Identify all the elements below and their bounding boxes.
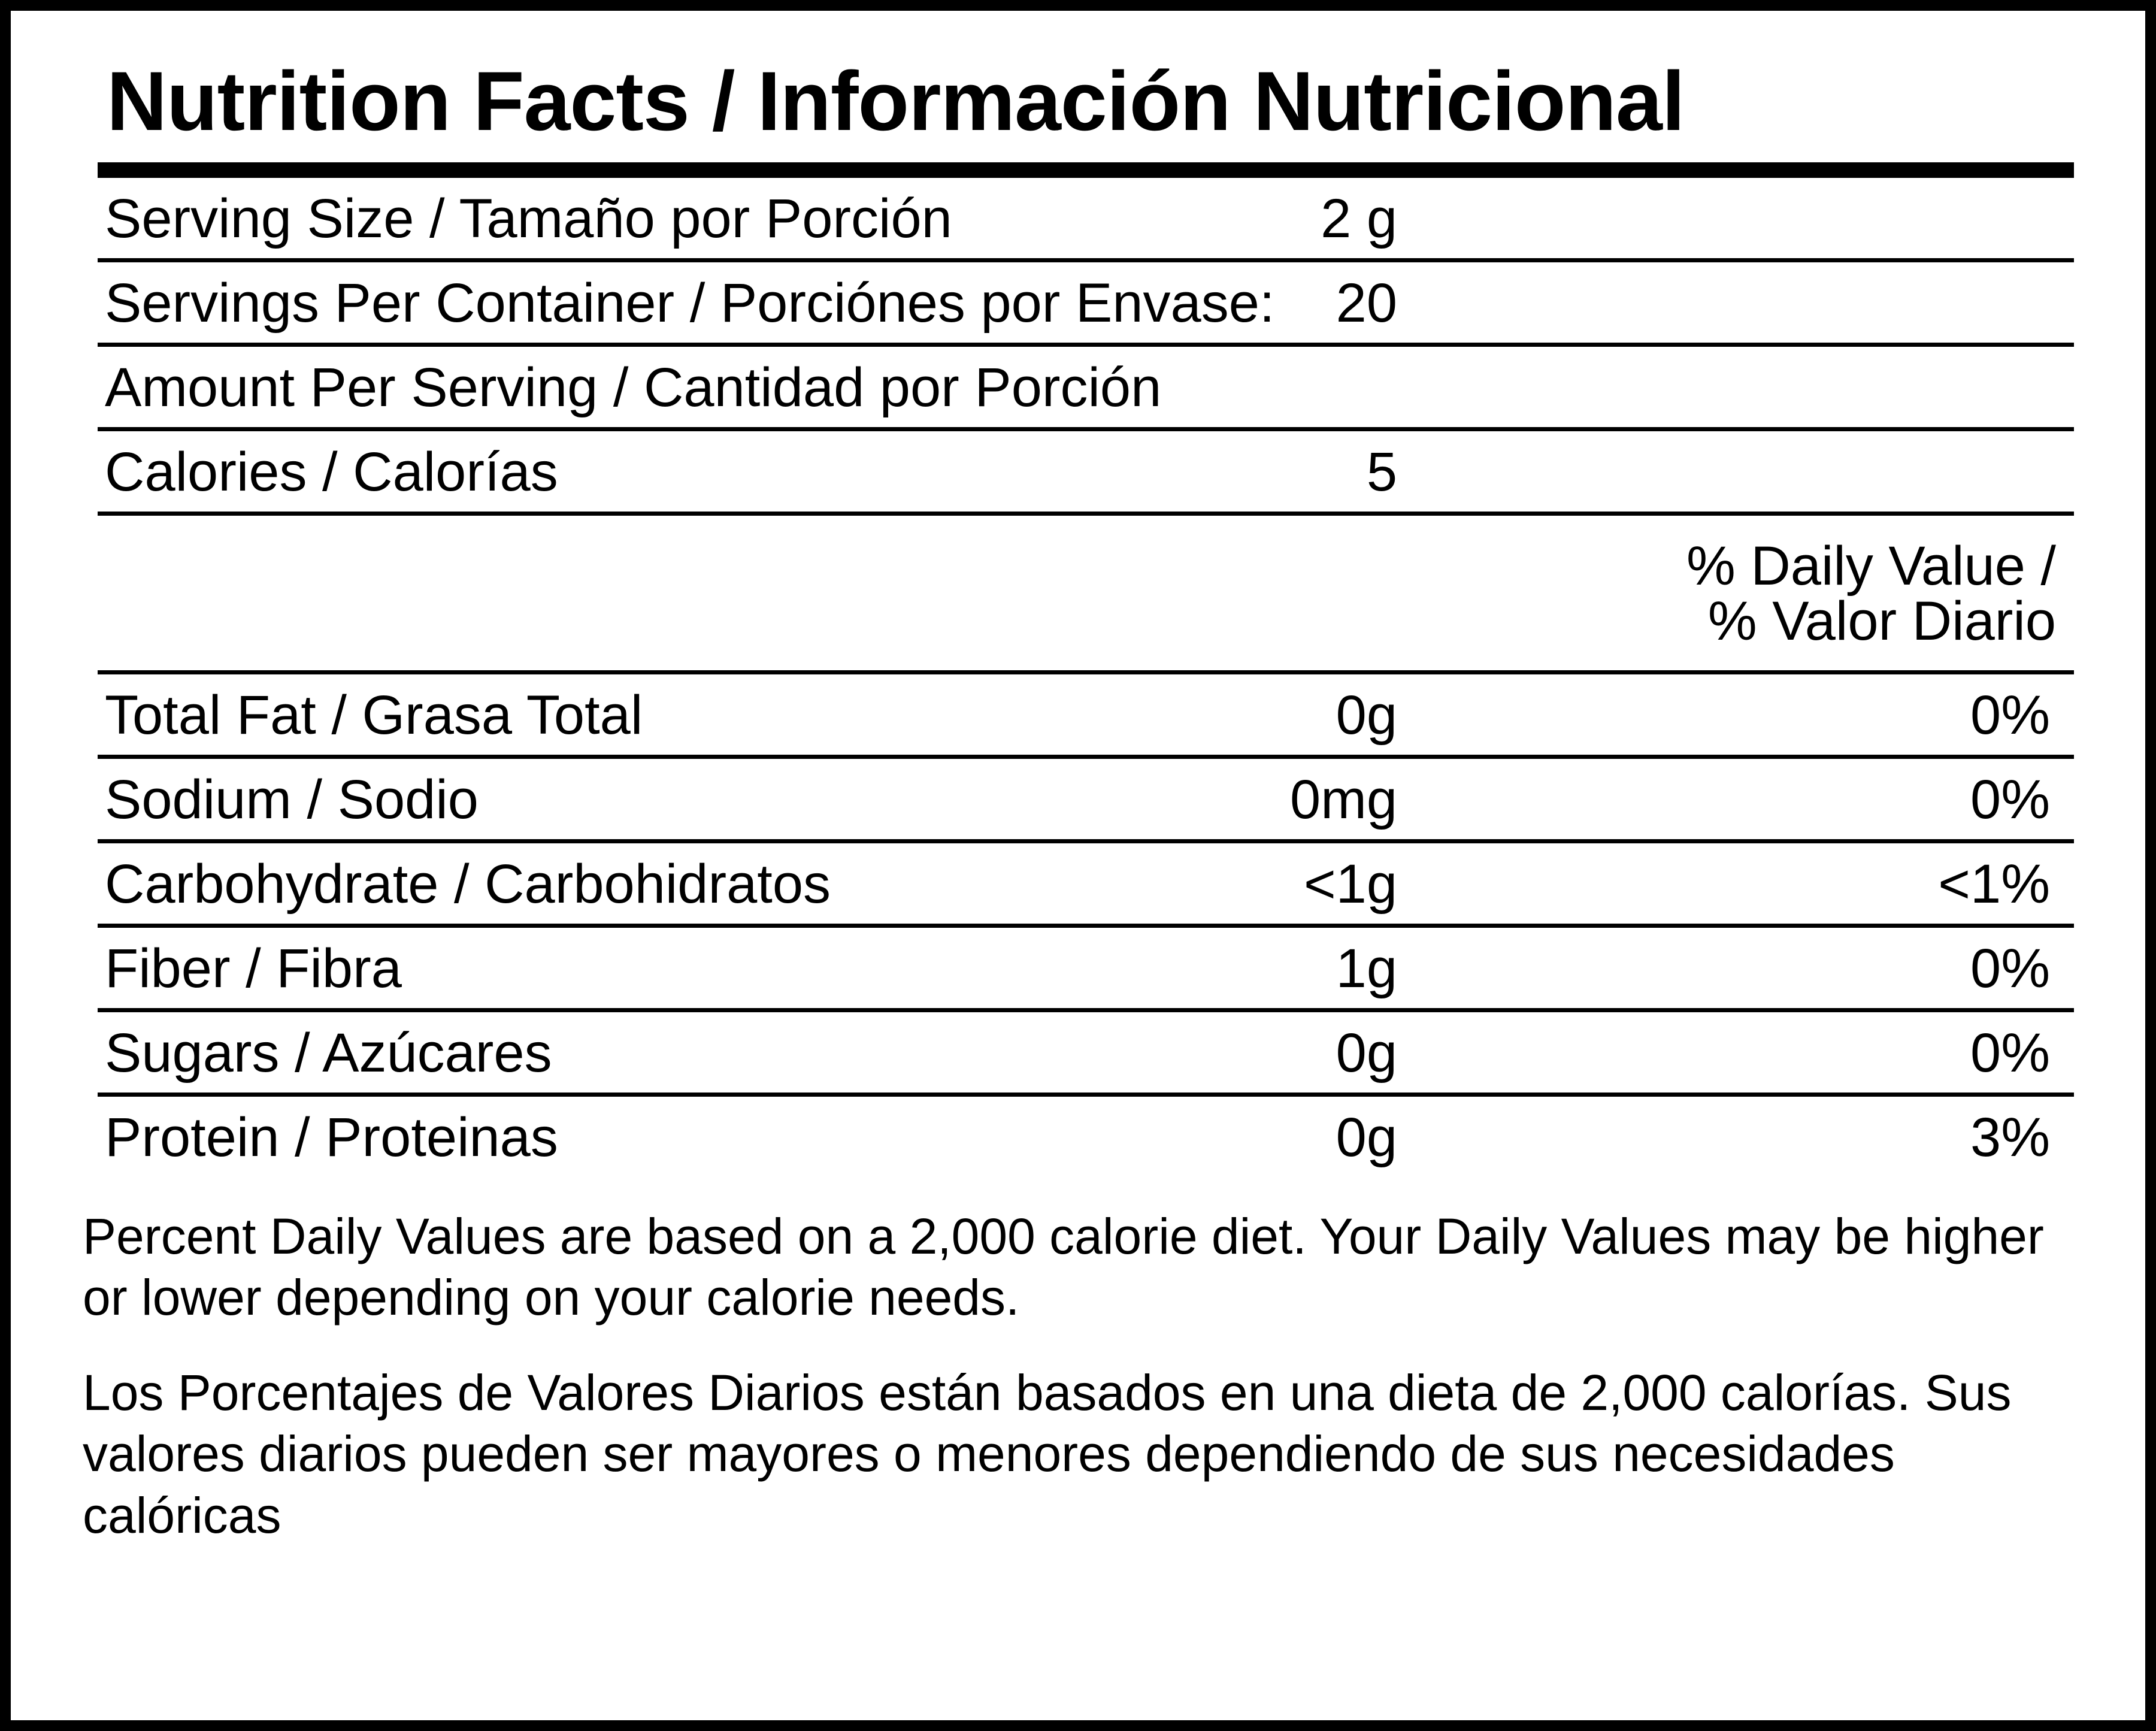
- amount-per-serving-label: Amount Per Serving / Cantidad por Porción: [98, 345, 756, 429]
- nutrient-amount: <1g: [756, 842, 1415, 926]
- nutrient-dv: 0%: [1415, 1010, 2074, 1095]
- nutrient-dv: <1%: [1415, 842, 2074, 926]
- nutrient-label: Total Fat / Grasa Total: [98, 673, 756, 757]
- nutrition-table: [98, 178, 2074, 1177]
- nutrient-dv: 3%: [1970, 1107, 2050, 1168]
- daily-value-header-line2: % Valor Diario: [1707, 591, 2056, 652]
- amount-per-serving-row: [98, 345, 2074, 429]
- nutrient-dv: 0%: [1415, 757, 2074, 842]
- serving-size-row: [98, 178, 2074, 261]
- nutrient-dv: 0%: [1415, 673, 2074, 757]
- page-title: Nutrition Facts / Información Nutricional: [107, 54, 1685, 148]
- amount-per-serving-dv: [1415, 345, 2074, 429]
- nutrient-amount: 0g: [756, 673, 1415, 757]
- calories-row: [98, 429, 2074, 514]
- footnote-spanish: Los Porcentajes de Valores Diarios están basados en una dieta de 2,000 calorías. Sus valores diarios pueden ser mayores o menores dependiendo de sus necesidades calóricas: [83, 1364, 2012, 1544]
- nutrient-amount: 0g: [1336, 1107, 1397, 1168]
- nutrient-amount: 1g: [756, 926, 1415, 1010]
- table-row: [98, 1095, 2074, 1178]
- nutrient-label: Sodium / Sodio: [98, 757, 756, 842]
- calories-value: 5: [756, 429, 1415, 514]
- table-row: [98, 926, 2074, 1010]
- daily-value-header-rule: [98, 655, 2074, 673]
- footnotes: [83, 1206, 2083, 1546]
- serving-size-value: 2 g: [756, 178, 1415, 261]
- title-divider: [98, 162, 2074, 178]
- nutrient-label: Carbohydrate / Carbohidratos: [98, 842, 756, 926]
- table-row: [98, 673, 2074, 757]
- daily-value-header: [756, 514, 2074, 655]
- daily-value-header-spacer: [98, 514, 756, 655]
- daily-value-header-line1: % Daily Value /: [1686, 535, 2056, 597]
- nutrient-amount: 0mg: [756, 757, 1415, 842]
- calories-label: Calories / Calorías: [98, 429, 756, 514]
- table-row: [98, 842, 2074, 926]
- calories-dv: [1415, 429, 2074, 514]
- servings-per-container-row: [98, 261, 2074, 345]
- serving-size-dv: [1415, 178, 2074, 261]
- nutrient-label: Fiber / Fibra: [98, 926, 756, 1010]
- nutrient-label: Sugars / Azúcares: [98, 1010, 756, 1095]
- daily-value-header-row: [98, 514, 2074, 655]
- serving-size-label: Serving Size / Tamaño por Porción: [98, 178, 756, 261]
- servings-per-container-label: Servings Per Container / Porciónes por Envase:: [98, 261, 756, 345]
- nutrient-dv: 0%: [1415, 926, 2074, 1010]
- nutrient-amount: 0g: [756, 1010, 1415, 1095]
- table-row: [98, 1010, 2074, 1095]
- footnote-english: Percent Daily Values are based on a 2,000 calorie diet. Your Daily Values may be higher or lower depending on your calorie needs.: [83, 1208, 2044, 1326]
- servings-per-container-value: 20: [756, 261, 1415, 345]
- nutrient-label: Protein / Proteinas: [105, 1107, 558, 1168]
- table-row: [98, 757, 2074, 842]
- servings-per-container-dv: [1415, 261, 2074, 345]
